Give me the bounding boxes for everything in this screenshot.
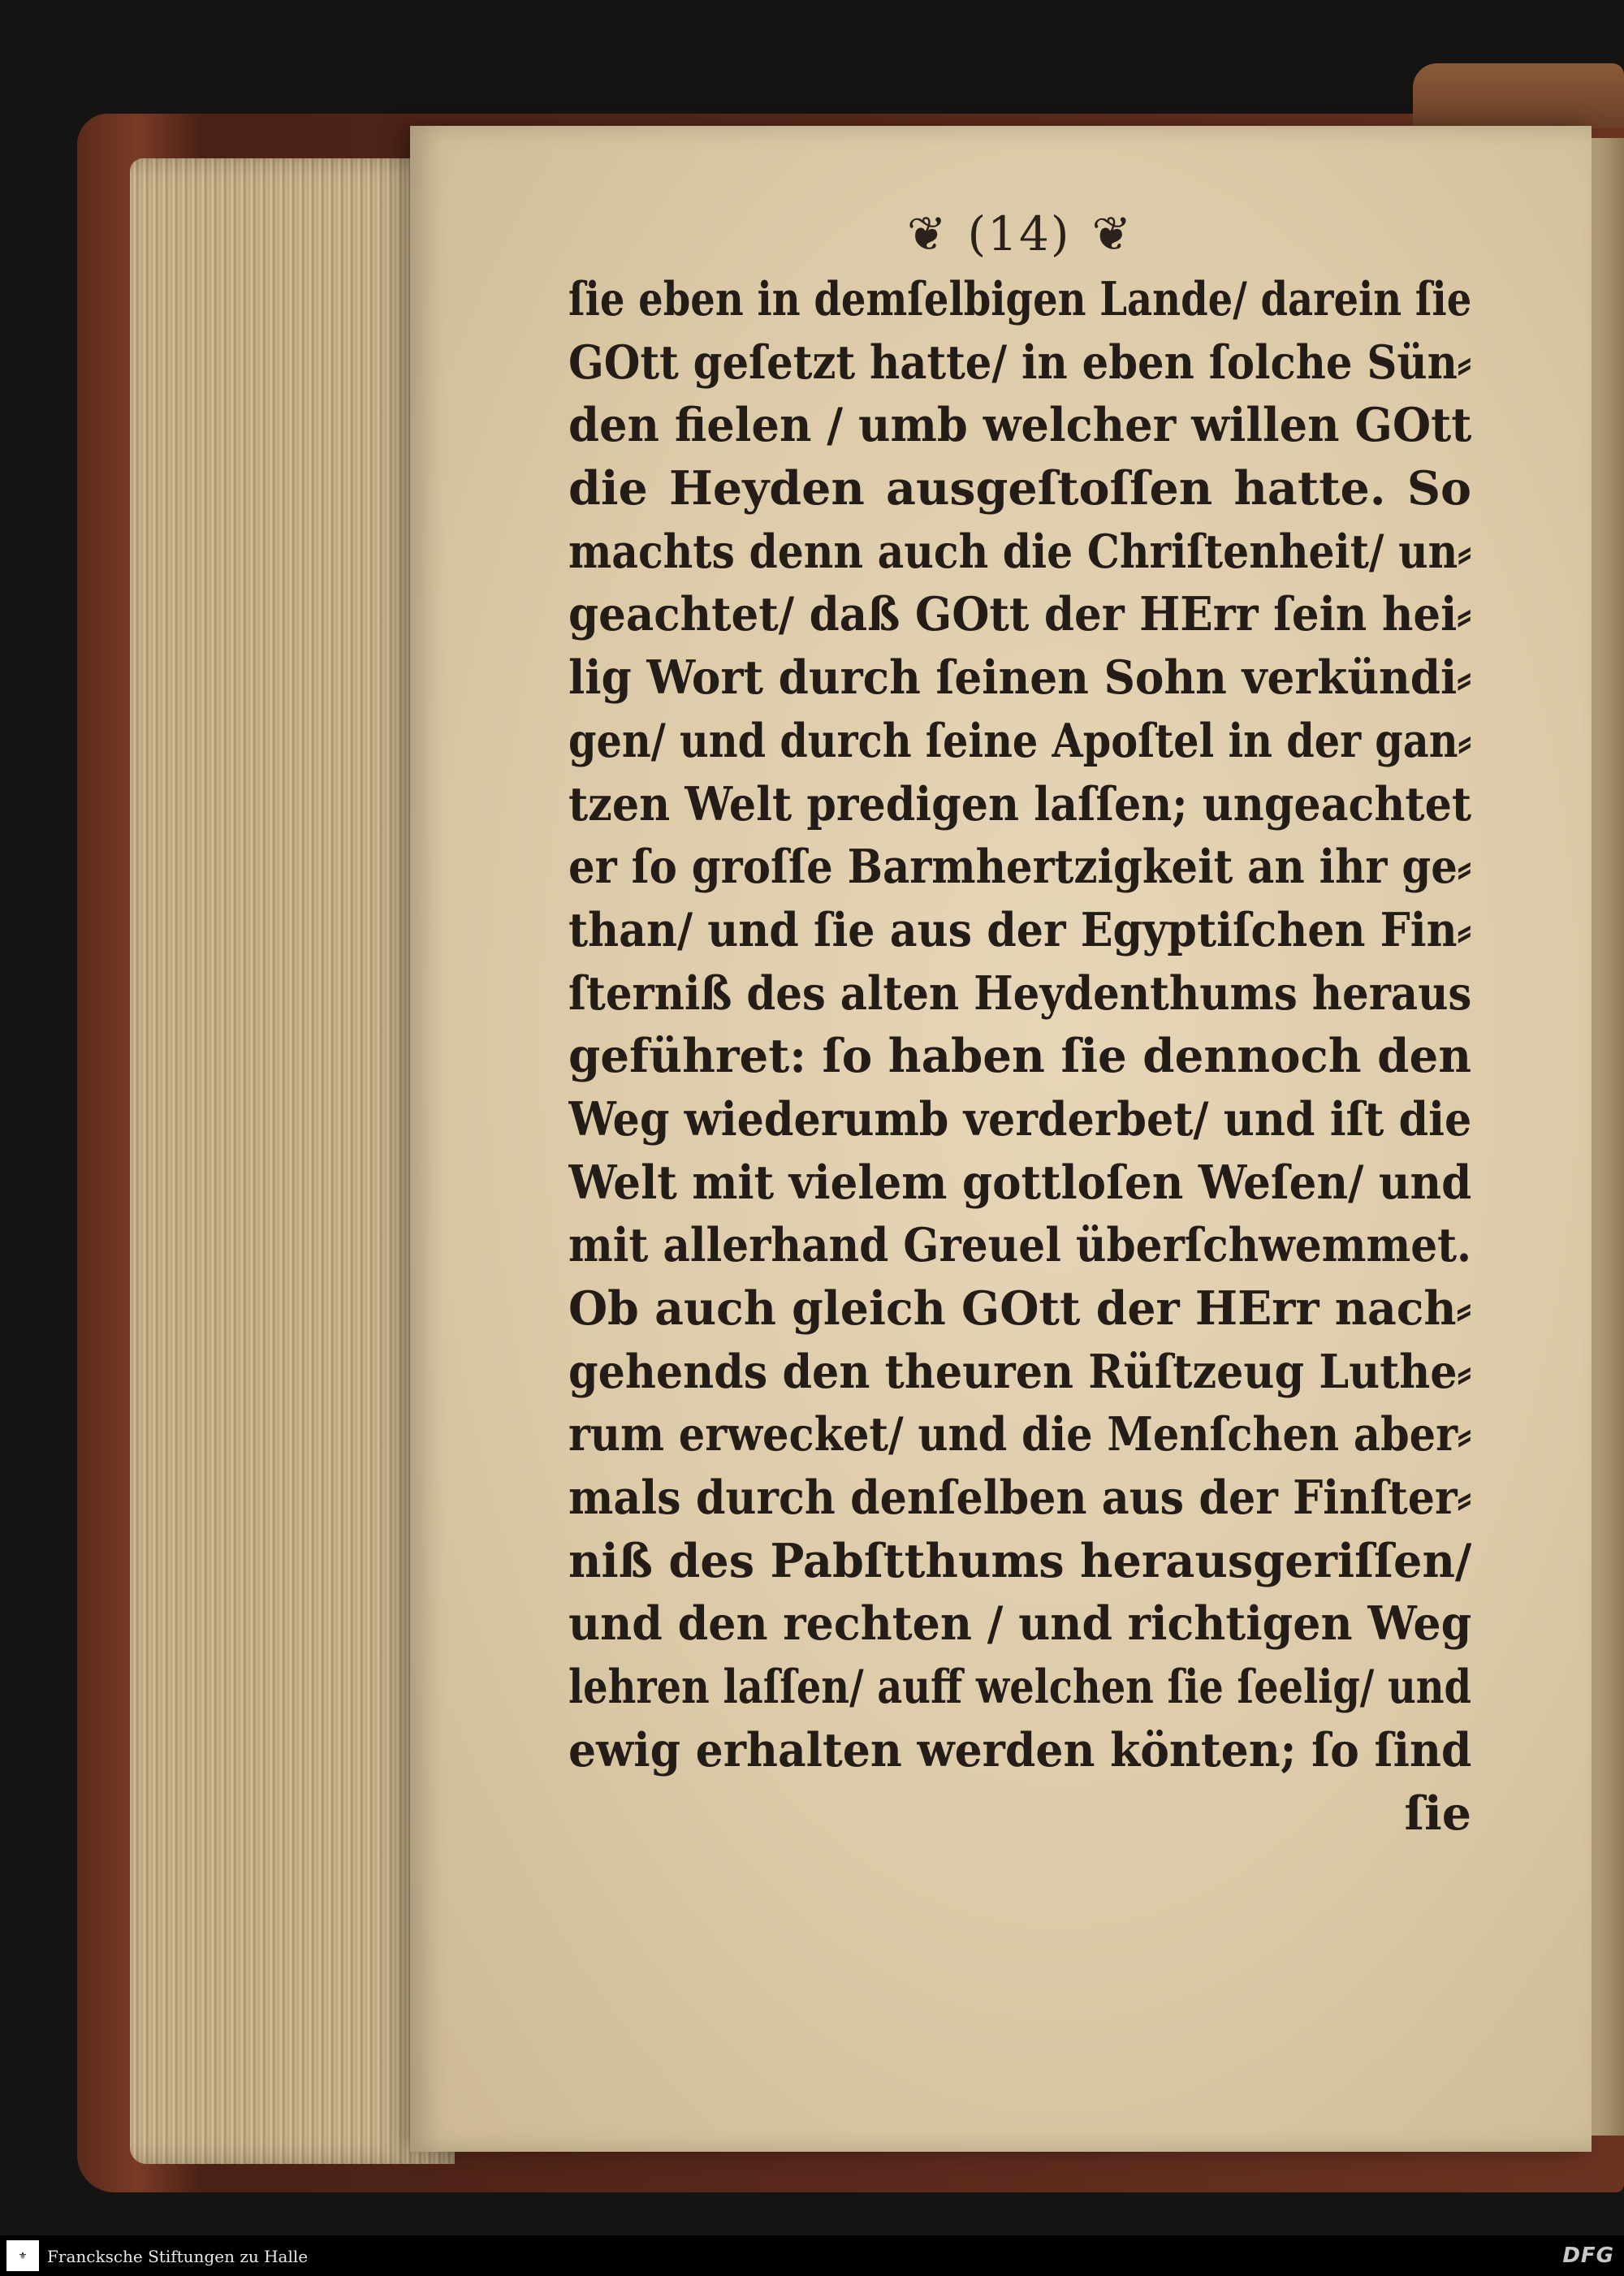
text-line: lig Wort durch ſeinen Sohn verkündi⸗ [568,650,1471,706]
text-line: than/ und ſie aus der Egyptiſchen Fin⸗ [568,902,1471,957]
text-line: Welt mit vielem gottloſen Weſen/ und [568,1155,1471,1210]
text-line: tzen Welt predigen laſſen; ungeachtet [568,776,1471,831]
text-line: ſie eben in demſelbigen Lande/ darein ſie [568,272,1471,326]
text-line: niß des Pabſtthums herausgeriſſen/ [568,1533,1471,1588]
text-line: Ob auch gleich GOtt der HErr nach⸗ [568,1281,1471,1336]
text-line: rum erwecket/ und die Menſchen aber⸗ [568,1407,1471,1462]
page-header [873,201,1165,266]
book-cover-top-corner [1413,63,1624,128]
text-line: gen/ und durch ſeine Apoſtel in der gan⸗ [568,713,1471,768]
facing-page-edge [1592,138,1624,2136]
text-line: und den rechten / und richtigen Weg [568,1596,1471,1652]
text-line: den fielen / umb welcher willen GOtt [568,398,1471,453]
text-line: ewig erhalten werden könten; ſo ſind [568,1722,1471,1777]
ornament-right-icon: ❦ [1091,206,1132,261]
body-text [568,268,1471,1845]
text-line: machts denn auch die Chriſtenheit/ un⸗ [568,524,1471,579]
text-line: mals durch denſelben aus der Finſter⸗ [568,1471,1471,1526]
text-line: GOtt geſetzt hatte/ in eben ſolche Sün⸗ [568,335,1471,390]
text-line: gehends den theuren Rüſtzeug Luthe⸗ [568,1344,1471,1399]
text-line: geachtet/ daß GOtt der HErr ſein hei⸗ [568,587,1471,642]
text-line: die Heyden ausgeſtoſſen hatte. So [568,461,1471,516]
ornament-left-icon: ❦ [906,206,947,261]
dfg-logo: DFG [1562,2244,1614,2268]
viewer-footer [0,2235,1624,2276]
institution-logo-icon: ⚜ [6,2240,39,2271]
text-line: er ſo groſſe Barmhertzigkeit an ihr ge⸗ [568,840,1471,895]
text-line: geführet: ſo haben ſie dennoch den [568,1029,1471,1084]
institution-name: Francksche Stiftungen zu Halle [47,2247,309,2266]
text-line: Weg wiederumb verderbet/ und iſt die [568,1091,1471,1147]
text-line: ſterniß des alten Heydenthums heraus [568,965,1471,1021]
page-block-edges [130,158,455,2164]
page-number: (14) [967,206,1071,261]
text-line: mit allerhand Greuel überſchwemmet. [568,1218,1471,1273]
catchword: ſie [1404,1786,1471,1841]
text-line: lehren laſſen/ auff welchen ſie ſeelig/ und [568,1660,1471,1715]
